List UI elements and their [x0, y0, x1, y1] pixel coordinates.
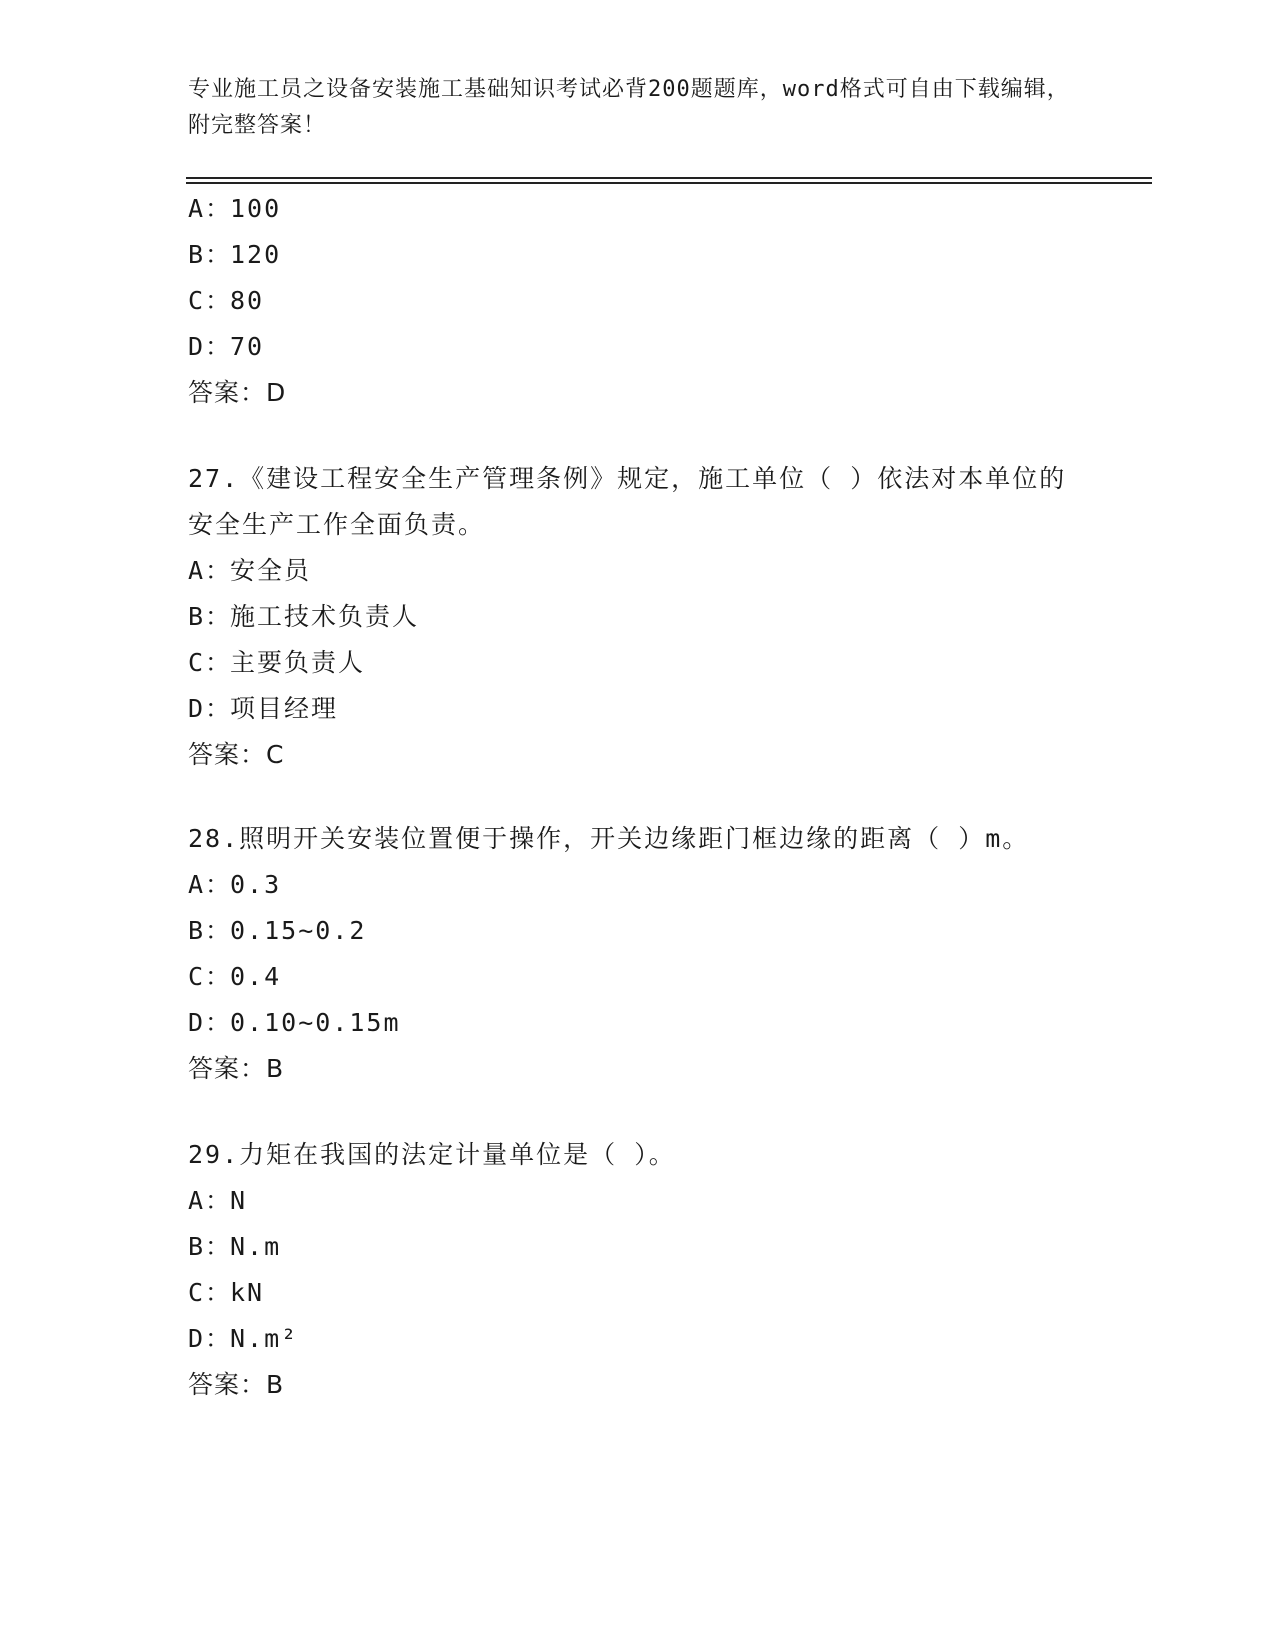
option-text: 主要负责人 [230, 648, 366, 677]
option-c [188, 1270, 1088, 1316]
question-28 [188, 816, 1088, 1092]
header-divider-bottom [186, 182, 1152, 184]
option-d [188, 686, 1088, 732]
option-d [188, 1000, 1088, 1046]
option-key: B： [188, 916, 233, 945]
option-a [188, 186, 1088, 232]
option-text: 80 [230, 286, 265, 315]
option-b [188, 908, 1088, 954]
question-26 [188, 186, 1088, 416]
option-key: D： [188, 694, 233, 723]
option-key: C： [188, 286, 233, 315]
question-stem: 27.《建设工程安全生产管理条例》规定，施工单位（ ）依法对本单位的安全生产工作全面负责。 [188, 464, 1067, 539]
option-a [188, 548, 1088, 594]
option-key: C： [188, 1278, 233, 1307]
option-text: kN [230, 1278, 265, 1307]
option-c [188, 954, 1088, 1000]
option-b [188, 594, 1088, 640]
option-key: A： [188, 556, 233, 585]
option-a [188, 862, 1088, 908]
option-text: 0.10~0.15m [230, 1008, 401, 1037]
option-text: 120 [230, 240, 282, 269]
option-key: D： [188, 332, 233, 361]
document-header: 专业施工员之设备安装施工基础知识考试必背200题题库，word格式可自由下载编辑，附完整答案！ [188, 77, 1070, 138]
option-text: 0.3 [230, 870, 282, 899]
option-d [188, 324, 1088, 370]
option-key: D： [188, 1008, 233, 1037]
question-stem: 28.照明开关安装位置便于操作，开关边缘距门框边缘的距离（ ）m。 [188, 824, 1030, 853]
option-c [188, 278, 1088, 324]
option-text: 100 [230, 194, 282, 223]
option-key: C： [188, 962, 233, 991]
option-key: B： [188, 1232, 233, 1261]
option-b [188, 1224, 1088, 1270]
header-divider-top [186, 177, 1152, 179]
option-text: N.m [230, 1232, 282, 1261]
option-text: 安全员 [230, 556, 312, 585]
option-key: A： [188, 870, 233, 899]
option-key: A： [188, 1186, 233, 1215]
option-b [188, 232, 1088, 278]
option-text: 施工技术负责人 [230, 602, 420, 631]
option-key: D： [188, 1324, 233, 1353]
question-27 [188, 456, 1088, 778]
option-text: 70 [230, 332, 265, 361]
option-d [188, 1316, 1088, 1362]
answer-line: 答案：D [188, 378, 287, 407]
option-key: C： [188, 648, 233, 677]
option-text: N [230, 1186, 248, 1215]
option-text: 项目经理 [230, 694, 339, 723]
question-stem: 29.力矩在我国的法定计量单位是（ ）。 [188, 1140, 676, 1169]
option-a [188, 1178, 1088, 1224]
question-29 [188, 1132, 1088, 1408]
option-key: A： [188, 194, 233, 223]
option-text: 0.15~0.2 [230, 916, 367, 945]
option-c [188, 640, 1088, 686]
option-key: B： [188, 240, 233, 269]
option-text: N.m² [230, 1324, 299, 1353]
answer-line: 答案：B [188, 1054, 285, 1083]
answer-line: 答案：C [188, 740, 285, 769]
answer-line: 答案：B [188, 1370, 285, 1399]
option-text: 0.4 [230, 962, 282, 991]
option-key: B： [188, 602, 233, 631]
